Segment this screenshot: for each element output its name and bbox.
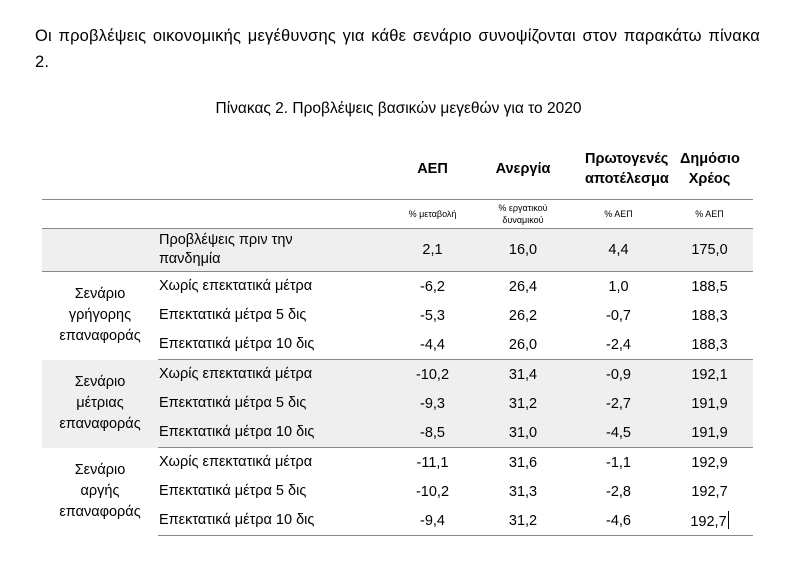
cell-value: -1,1 bbox=[606, 454, 631, 471]
table-cell bbox=[390, 448, 475, 478]
table-cell bbox=[666, 360, 753, 390]
cell-value: 31,0 bbox=[508, 424, 538, 441]
table-row bbox=[42, 448, 753, 478]
table-cell: 4,4 bbox=[571, 229, 666, 272]
table-cell bbox=[666, 506, 753, 536]
table-cell: 2,1 bbox=[390, 229, 475, 272]
table-cell bbox=[666, 448, 753, 478]
cell-value: -4,6 bbox=[606, 512, 631, 529]
table-cell bbox=[666, 389, 753, 418]
table-cell bbox=[475, 477, 571, 506]
cell-value: 1,0 bbox=[608, 278, 629, 295]
scenario-label: Σενάριο μέτριας επαναφοράς bbox=[42, 360, 158, 448]
intro-paragraph: Οι προβλέψεις οικονομικής μεγέθυνσης για κάθε σενάριο συνοψίζονται στον παρακάτω πίνακα 2. bbox=[35, 27, 760, 71]
column-header: Δημόσιο Χρέος bbox=[680, 150, 740, 187]
forecast-table bbox=[42, 138, 753, 536]
table-cell bbox=[390, 389, 475, 418]
cell-value: -10,2 bbox=[415, 483, 450, 500]
pre-pandemic-row bbox=[42, 229, 753, 272]
cell-value: -11,1 bbox=[416, 454, 449, 471]
cell-value: -5,3 bbox=[420, 307, 445, 324]
table-cell bbox=[571, 272, 666, 302]
table-caption: Πίνακας 2. Προβλέψεις βασικών μεγεθών για το 2020 bbox=[215, 100, 582, 117]
cell-value: 31,3 bbox=[508, 483, 538, 500]
table-cell bbox=[475, 389, 571, 418]
cell-value: 192,7 bbox=[691, 483, 728, 500]
row-label: Χωρίς επεκτατικά μέτρα bbox=[159, 454, 313, 470]
text-cursor bbox=[728, 511, 729, 529]
row-label: Επεκτατικά μέτρα 5 δις bbox=[159, 483, 307, 499]
cell-value: 192,7 bbox=[690, 514, 727, 530]
cell-value: 31,6 bbox=[508, 454, 538, 471]
row-label: Χωρίς επεκτατικά μέτρα bbox=[159, 278, 313, 294]
row-label: Επεκτατικά μέτρα 10 δις bbox=[158, 506, 390, 536]
table-cell bbox=[475, 506, 571, 536]
table-cell bbox=[390, 506, 475, 536]
header-row bbox=[42, 138, 753, 200]
column-header: Ανεργία bbox=[495, 160, 551, 177]
cell-value: 191,9 bbox=[691, 424, 728, 441]
row-label: Επεκτατικά μέτρα 10 δις bbox=[158, 418, 390, 448]
unit-label: % εργατικού δυναμικού bbox=[475, 200, 571, 229]
cell-value: -6,2 bbox=[420, 278, 445, 295]
cell-value: 31,4 bbox=[508, 366, 538, 383]
row-label: Προβλέψεις πριν την πανδημία bbox=[158, 229, 390, 272]
column-header: Πρωτογενές αποτέλεσμα bbox=[585, 150, 669, 187]
cell-value: 188,3 bbox=[691, 307, 728, 324]
row-label: Επεκτατικά μέτρα 5 δις bbox=[159, 307, 307, 323]
table-cell bbox=[666, 477, 753, 506]
table-cell bbox=[390, 477, 475, 506]
table-cell bbox=[666, 418, 753, 448]
table-cell bbox=[571, 448, 666, 478]
row-label: Επεκτατικά μέτρα 10 δις bbox=[158, 330, 390, 360]
cell-value: -4,4 bbox=[420, 336, 445, 353]
cell-value: 192,9 bbox=[691, 454, 728, 471]
units-row bbox=[42, 200, 753, 229]
table-cell bbox=[475, 301, 571, 330]
table-row bbox=[42, 360, 753, 390]
table-cell bbox=[571, 301, 666, 330]
cell-value: -2,7 bbox=[606, 395, 631, 412]
cell-value: -10,2 bbox=[415, 366, 450, 383]
cell-value: 188,5 bbox=[691, 278, 728, 295]
scenario-label: Σενάριο αργής επαναφοράς bbox=[59, 462, 141, 520]
table-cell bbox=[390, 360, 475, 390]
table-cell bbox=[571, 477, 666, 506]
table-cell bbox=[571, 418, 666, 448]
table-cell bbox=[475, 360, 571, 390]
column-header: ΑΕΠ bbox=[417, 160, 448, 177]
cell-value: 188,3 bbox=[691, 336, 728, 353]
cell-value: -9,4 bbox=[420, 512, 445, 529]
table-cell bbox=[571, 360, 666, 390]
table-cell bbox=[666, 272, 753, 302]
table-cell bbox=[666, 301, 753, 330]
cell-value: 31,2 bbox=[508, 395, 538, 412]
cell-value: -9,3 bbox=[420, 395, 445, 412]
table-cell bbox=[571, 389, 666, 418]
table-cell bbox=[666, 330, 753, 360]
cell-value: 31,2 bbox=[508, 512, 538, 529]
table-cell bbox=[571, 330, 666, 360]
cell-value: -0,7 bbox=[606, 307, 631, 324]
table-cell: 175,0 bbox=[666, 229, 753, 272]
table-cell bbox=[390, 330, 475, 360]
table-cell bbox=[475, 330, 571, 360]
table-cell bbox=[475, 418, 571, 448]
table-cell bbox=[390, 272, 475, 302]
cell-value: -4,5 bbox=[606, 424, 631, 441]
table-cell bbox=[390, 418, 475, 448]
scenario-label: Σενάριο γρήγορης επαναφοράς bbox=[59, 286, 141, 345]
unit-label: % ΑΕΠ bbox=[571, 200, 666, 229]
table-cell bbox=[390, 301, 475, 330]
cell-value: -0,9 bbox=[606, 366, 631, 383]
row-label: Επεκτατικά μέτρα 5 δις bbox=[158, 389, 390, 418]
cell-value: 26,2 bbox=[508, 307, 538, 324]
cell-value: 191,9 bbox=[691, 395, 728, 412]
cell-value: -2,8 bbox=[606, 483, 631, 500]
table-cell bbox=[571, 506, 666, 536]
unit-label: % ΑΕΠ bbox=[666, 200, 753, 229]
unit-label: % μεταβολή bbox=[390, 200, 475, 229]
table-row bbox=[42, 272, 753, 302]
row-label: Χωρίς επεκτατικά μέτρα bbox=[158, 360, 390, 390]
cell-value: 192,1 bbox=[691, 366, 728, 383]
table-cell: 16,0 bbox=[475, 229, 571, 272]
cell-value: 26,4 bbox=[508, 278, 538, 295]
cell-value: 26,0 bbox=[508, 336, 538, 353]
cell-value: -2,4 bbox=[606, 336, 631, 353]
table-cell bbox=[475, 448, 571, 478]
cell-value: -8,5 bbox=[420, 424, 445, 441]
table-cell bbox=[475, 272, 571, 302]
